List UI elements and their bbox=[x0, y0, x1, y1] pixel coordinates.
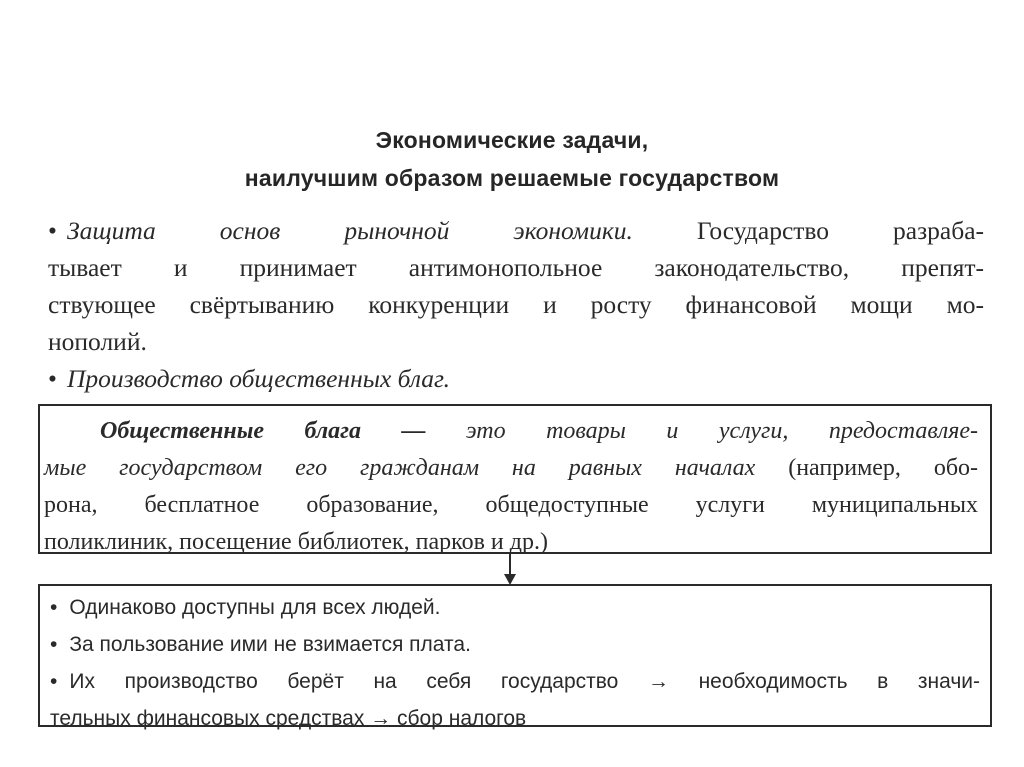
task-item-1-line-1 bbox=[48, 212, 984, 249]
definition-line-1 bbox=[44, 415, 978, 452]
page-title-line-2: наилучшим образом решаемые государством bbox=[244, 165, 780, 191]
bullet-icon: • bbox=[50, 633, 58, 656]
definition-body-1: это товары и услуги, предоставляе- bbox=[466, 418, 978, 444]
definition-line-3: рона, бесплатное образование, общедоступные услуги муниципальных bbox=[44, 492, 978, 518]
task-list bbox=[48, 212, 984, 397]
task-item-1-text: Государство разраба- bbox=[696, 216, 985, 245]
task-item-1-title: Защита основ рыночной экономики. bbox=[66, 216, 633, 245]
property-item-1 bbox=[50, 592, 980, 629]
task-item-1-line-2: тывает и принимает антимонопольное законодательство, препят- bbox=[48, 253, 984, 282]
page-title-line-1: Экономические задачи, bbox=[375, 127, 649, 153]
definition-term: Общественные блага — bbox=[100, 418, 426, 444]
property-item-2 bbox=[50, 629, 980, 666]
task-item-2-title: Производство общественных благ. bbox=[66, 364, 451, 393]
bullet-icon: • bbox=[48, 364, 57, 393]
task-item-1-line-4: нополий. bbox=[48, 327, 147, 356]
task-item-1-line-3: ствующее свёртыванию конкуренции и росту финансовой мощи мо- bbox=[48, 290, 984, 319]
property-text-1: Одинаково доступны для всех людей. bbox=[69, 596, 441, 619]
arrow-down-icon bbox=[500, 554, 520, 586]
definition-text bbox=[44, 415, 978, 563]
definition-body-2: мые государством его гражданам на равных началах bbox=[44, 455, 756, 481]
property-item-3-cont: тельных финансовых средствах → сбор налогов bbox=[50, 707, 527, 730]
properties-list bbox=[50, 592, 980, 740]
bullet-icon: • bbox=[50, 596, 58, 619]
definition-line-4: поликлиник, посещение библиотек, парков и др.) bbox=[44, 529, 548, 555]
property-item-3 bbox=[50, 666, 980, 703]
bullet-icon: • bbox=[48, 216, 57, 245]
bullet-icon: • bbox=[50, 670, 58, 693]
property-text-2: За пользование ими не взимается плата. bbox=[69, 633, 471, 656]
definition-example-1: (например, обо- bbox=[788, 455, 979, 481]
task-item-2 bbox=[48, 360, 984, 397]
property-text-3a: Их производство берёт на себя государство → необходимость в значи- bbox=[69, 670, 980, 693]
definition-line-2 bbox=[44, 452, 978, 489]
